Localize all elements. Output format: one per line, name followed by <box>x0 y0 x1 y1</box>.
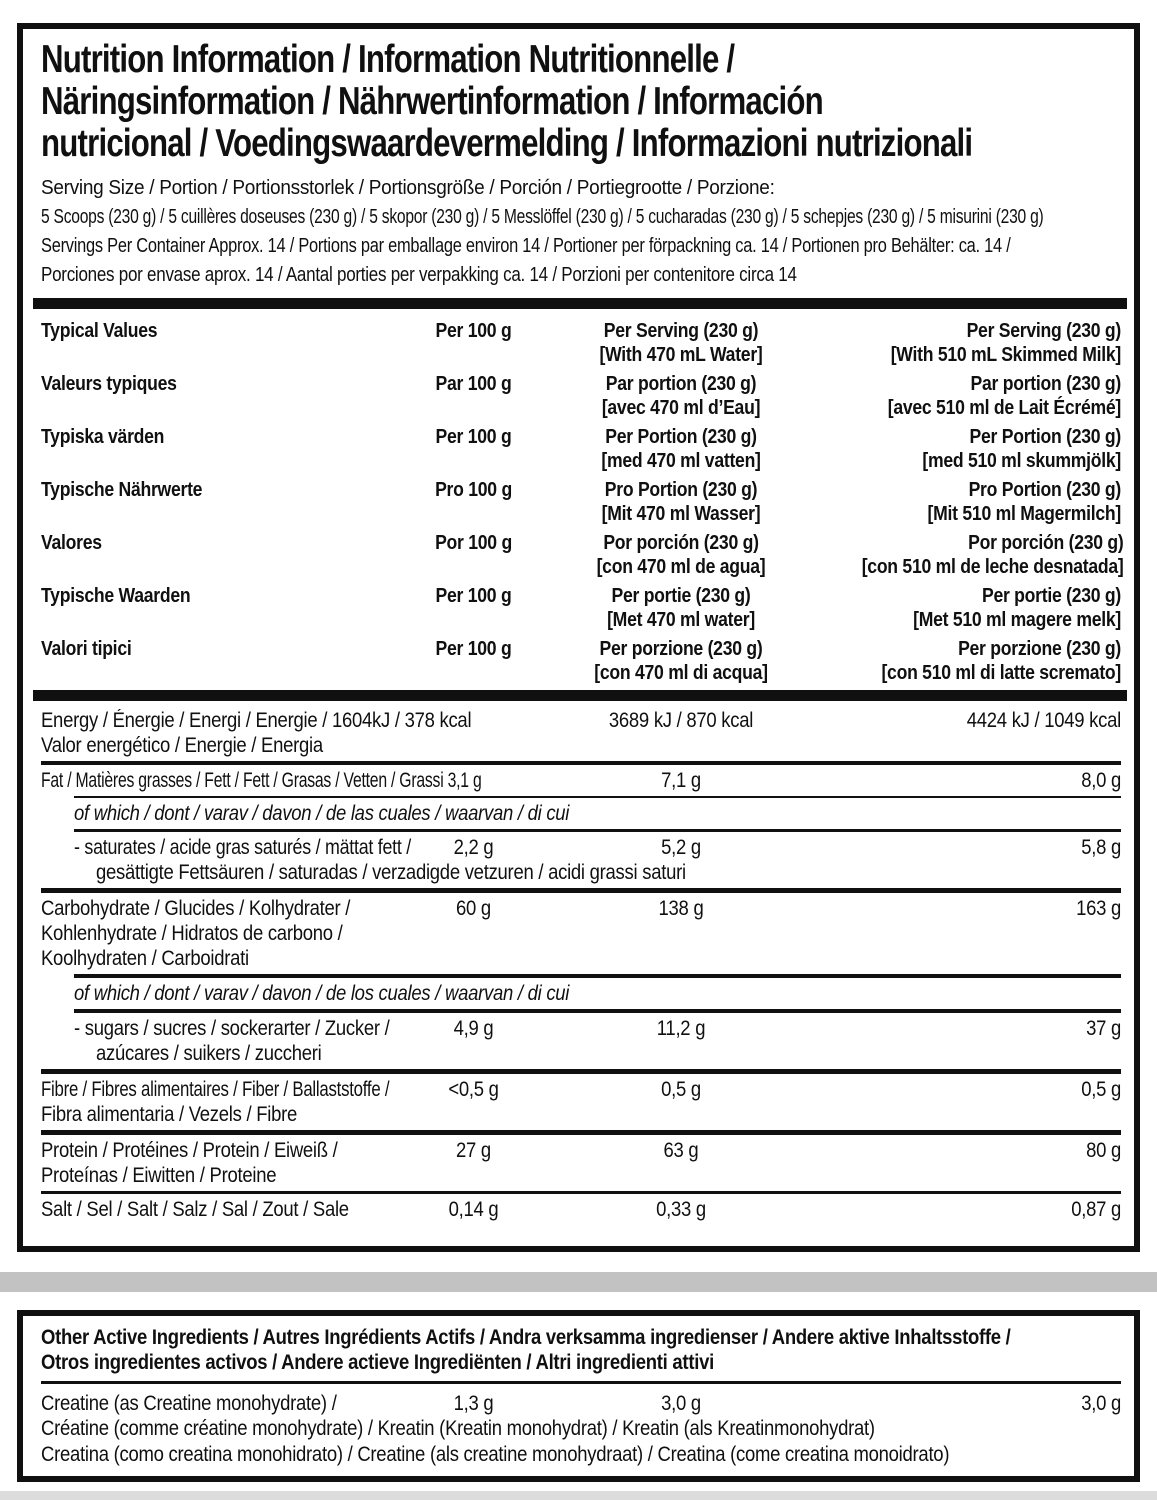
salt-water-value: 0,33 g <box>656 1198 706 1221</box>
header-serving-milk-note: [avec 510 ml de Lait Écrémé] <box>887 397 1121 419</box>
divider <box>41 1191 1121 1194</box>
saturates-water-value: 5,2 g <box>661 836 701 859</box>
row-salt <box>41 1197 1121 1222</box>
energy-milk-value: 4424 kJ / 1049 kcal <box>966 709 1121 732</box>
thick-divider <box>33 690 1127 701</box>
header-label: Valeurs typiques <box>41 373 177 395</box>
header-row <box>41 425 1121 473</box>
protein-label: Proteínas / Eiwitten / Proteine <box>41 1164 277 1187</box>
row-protein <box>41 1138 1121 1188</box>
fibre-label: Fibre / Fibres alimentaires / Fiber / Ballaststoffe / <box>41 1078 390 1101</box>
header-serving-milk-note: [con 510 ml de leche desnatada] <box>861 556 1124 578</box>
protein-water-value: 63 g <box>663 1139 699 1162</box>
salt-per100-value: 0,14 g <box>448 1198 499 1221</box>
creatine-per100-value: 1,3 g <box>453 1392 494 1415</box>
energy-label: Valor energético / Energie / Energia <box>41 734 323 757</box>
header-serving-water-note: [avec 470 ml d’Eau] <box>601 397 761 419</box>
row-carbohydrate <box>41 896 1121 971</box>
header-label: Valores <box>41 532 102 554</box>
header-label: Valori tipici <box>41 638 132 660</box>
saturates-label: - saturates / acide gras saturés / mättat fett / <box>74 836 411 859</box>
row-creatine <box>41 1391 1121 1416</box>
header-serving-milk: Par portion (230 g) <box>970 373 1121 395</box>
saturates-per100-value: 2,2 g <box>453 836 494 859</box>
nutrient-rows <box>41 708 1121 1222</box>
header-serving-milk: Por porción (230 g) <box>968 532 1124 554</box>
creatine-label: Creatine (as Creatine monohydrate) / <box>41 1392 337 1415</box>
sugars-water-value: 11,2 g <box>656 1017 706 1040</box>
protein-per100-value: 27 g <box>456 1139 491 1162</box>
header-row <box>41 637 1121 685</box>
divider <box>41 1130 1121 1135</box>
of-which-label: of which / dont / varav / davon / de las cuales / waarvan / di cui <box>74 802 570 825</box>
saturates-milk-value: 5,8 g <box>1081 836 1121 859</box>
row-energy <box>41 708 1121 758</box>
creatine-translation-line: Creatina (como creatina monohidrato) / Creatine (als creatine monohydraat) / Creatina (come creatina monoidrato) <box>41 1443 950 1466</box>
header-serving-milk-note: [Mit 510 ml Magermilch] <box>927 503 1121 525</box>
creatine-water-value: 3,0 g <box>661 1392 701 1415</box>
creatine-translations <box>41 1416 1121 1468</box>
fibre-label: Fibra alimentaria / Vezels / Fibre <box>41 1103 298 1126</box>
header-serving-water-note: [med 470 ml vatten] <box>601 450 761 472</box>
header-label: Typische Nährwerte <box>41 479 203 501</box>
carbohydrate-label: Koolhydraten / Carboidrati <box>41 947 249 970</box>
header-serving-water: Per Portion (230 g) <box>605 426 757 448</box>
header-serving-water: Per Serving (230 g) <box>603 320 759 342</box>
sugars-per100-value: 4,9 g <box>453 1017 494 1040</box>
header-label: Typiska värden <box>41 426 165 448</box>
protein-label: Protein / Protéines / Protein / Eiweiß / <box>41 1139 338 1162</box>
row-saturates <box>41 835 1121 885</box>
header-serving-water-note: [With 470 mL Water] <box>599 344 763 366</box>
gray-footer-bar <box>0 1491 1157 1500</box>
header-serving-water: Per portie (230 g) <box>611 585 751 607</box>
of-which-label: of which / dont / varav / davon / de los cuales / waarvan / di cui <box>74 982 570 1005</box>
creatine-translation-line: Créatine (comme créatine monohydrate) / Kreatin (Kreatin monohydrat) / Kreatin (als Kreatinmonohydrat) <box>41 1417 875 1440</box>
header-serving-water-note: [con 470 ml di acqua] <box>594 662 768 684</box>
divider <box>74 974 1121 978</box>
sugars-milk-value: 37 g <box>1086 1017 1121 1040</box>
divider <box>41 1069 1121 1074</box>
divider <box>74 829 1121 832</box>
header-serving-water: Per porzione (230 g) <box>599 638 763 660</box>
salt-label: Salt / Sel / Salt / Salz / Sal / Zout / Sale <box>41 1198 349 1221</box>
fat-label: Fat / Matières grasses / Fett / Fett / Grasas / Vetten / Grassi 3,1 g <box>41 769 482 792</box>
header-row <box>41 478 1121 526</box>
servings-per-container-line: Servings Per Container Approx. 14 / Portions par emballage environ 14 / Portioner per förpackning ca. 14 / Portionen pro Behälter: ca. 14 / <box>41 235 1011 257</box>
protein-milk-value: 80 g <box>1086 1139 1121 1162</box>
header-row <box>41 531 1124 579</box>
header-label: Typical Values <box>41 320 158 342</box>
other-ingredients-heading-line: Otros ingredientes activos / Andere actieve Ingrediënten / Altri ingredienti attivi <box>41 1351 714 1374</box>
gray-divider-bar <box>0 1272 1157 1292</box>
other-ingredients-panel <box>17 1310 1140 1482</box>
carbohydrate-label: Kohlenhydrate / Hidratos de carbono / <box>41 922 343 945</box>
fibre-milk-value: 0,5 g <box>1081 1078 1121 1101</box>
divider <box>41 761 1121 765</box>
salt-milk-value: 0,87 g <box>1071 1198 1121 1221</box>
carbohydrate-milk-value: 163 g <box>1076 897 1121 920</box>
table-header <box>41 319 1124 685</box>
header-serving-water-note: [Met 470 ml water] <box>607 609 755 631</box>
other-ingredients-heading <box>41 1325 1121 1375</box>
row-of-which-fat <box>41 801 1121 826</box>
header-serving-milk: Pro Portion (230 g) <box>968 479 1121 501</box>
row-fibre <box>41 1077 1121 1127</box>
header-row <box>41 584 1121 632</box>
panel-title-line: nutricional / Voedingswaardevermelding / Informazioni nutrizionali <box>41 122 973 165</box>
header-row <box>41 319 1121 367</box>
serving-size-detail: 5 Scoops (230 g) / 5 cuillères doseuses (230 g) / 5 skopor (230 g) / 5 Messlöffel (230 g) / 5 cucharadas (230 g) / 5 schepjes (230 g) / 5 misurini (230 g) <box>41 206 1044 228</box>
header-per100: Per 100 g <box>435 320 512 342</box>
header-serving-milk: Per Portion (230 g) <box>969 426 1121 448</box>
header-serving-milk-note: [med 510 ml skummjölk] <box>922 450 1121 472</box>
header-label: Typische Waarden <box>41 585 191 607</box>
serving-info <box>41 174 1121 290</box>
row-sugars <box>41 1016 1121 1066</box>
carbohydrate-per100-value: 60 g <box>456 897 491 920</box>
header-serving-water: Par portion (230 g) <box>605 373 757 395</box>
header-per100: Por 100 g <box>435 532 512 554</box>
header-per100: Per 100 g <box>435 638 512 660</box>
panel-title-line: Näringsinformation / Nährwertinformation / Información <box>41 80 823 123</box>
carbohydrate-water-value: 138 g <box>658 897 704 920</box>
row-fat <box>41 768 1121 793</box>
header-serving-water-note: [con 470 ml de agua] <box>596 556 766 578</box>
saturates-label: gesättigte Fettsäuren / saturadas / verzadigde vetzuren / acidi grassi saturi <box>96 861 686 884</box>
header-per100: Pro 100 g <box>435 479 512 501</box>
divider <box>41 1381 1121 1384</box>
header-per100: Per 100 g <box>435 585 512 607</box>
header-serving-milk: Per portie (230 g) <box>981 585 1121 607</box>
row-of-which-carb <box>41 981 1121 1006</box>
header-serving-water: Por porción (230 g) <box>603 532 759 554</box>
servings-per-container-line: Porciones por envase aprox. 14 / Aantal porties per verpakking ca. 14 / Porzioni per contenitore circa 14 <box>41 264 797 286</box>
header-per100: Per 100 g <box>435 426 512 448</box>
header-serving-milk: Per Serving (230 g) <box>966 320 1121 342</box>
header-row <box>41 372 1121 420</box>
fat-water-value: 7,1 g <box>661 769 701 792</box>
header-serving-milk-note: [With 510 mL Skimmed Milk] <box>890 344 1121 366</box>
nutrition-facts-panel <box>17 23 1140 1252</box>
energy-label: Energy / Énergie / Energi / Energie / 1604kJ / 378 kcal <box>41 709 472 732</box>
divider <box>74 796 1121 798</box>
energy-water-value: 3689 kJ / 870 kcal <box>608 709 754 732</box>
panel-title-line: Nutrition Information / Information Nutritionnelle / <box>41 38 735 81</box>
divider <box>41 888 1121 893</box>
carbohydrate-label: Carbohydrate / Glucides / Kolhydrater / <box>41 897 351 920</box>
header-serving-water: Pro Portion (230 g) <box>604 479 758 501</box>
header-serving-milk-note: [Met 510 ml magere melk] <box>913 609 1121 631</box>
other-ingredients-heading-line: Other Active Ingredients / Autres Ingrédients Actifs / Andra verksamma ingredienser / Andere aktive Inhaltsstoffe / <box>41 1326 1011 1349</box>
header-per100: Par 100 g <box>435 373 512 395</box>
fibre-water-value: 0,5 g <box>661 1078 701 1101</box>
header-serving-milk-note: [con 510 ml di latte scremato] <box>881 662 1121 684</box>
fibre-per100-value: <0,5 g <box>448 1078 499 1101</box>
header-serving-water-note: [Mit 470 ml Wasser] <box>601 503 761 525</box>
divider <box>74 1009 1121 1013</box>
other-ingredients-rows <box>41 1391 1121 1468</box>
header-serving-milk: Per porzione (230 g) <box>958 638 1121 660</box>
thick-divider <box>33 298 1127 309</box>
sugars-label: azúcares / suikers / zuccheri <box>96 1042 322 1065</box>
fat-milk-value: 8,0 g <box>1081 769 1121 792</box>
panel-title <box>41 39 1121 165</box>
sugars-label: - sugars / sucres / sockerarter / Zucker / <box>74 1017 390 1040</box>
serving-size-heading: Serving Size / Portion / Portionsstorlek / Portionsgröße / Porción / Portiegrootte / Porzione: <box>41 177 775 199</box>
creatine-milk-value: 3,0 g <box>1081 1392 1121 1415</box>
